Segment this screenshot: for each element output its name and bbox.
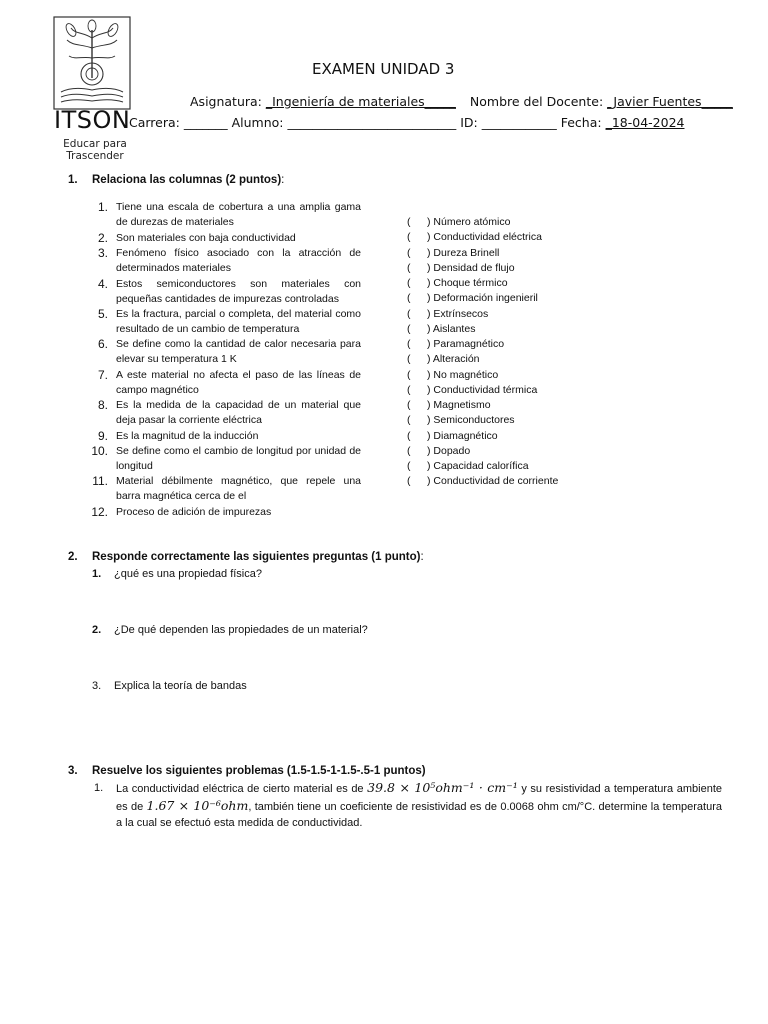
- question-text: ¿De qué dependen las propiedades de un material?: [114, 624, 368, 636]
- asignatura-label: Asignatura:: [190, 94, 262, 109]
- match-option: [407, 216, 510, 228]
- fecha-label: Fecha:: [560, 115, 602, 130]
- match-item-text: Es la fractura, parcial o completa, del material como resultado de un cambio de temperatura: [116, 308, 361, 335]
- match-option: [407, 323, 475, 335]
- match-option-text: ) Alteración: [427, 353, 480, 366]
- match-option: [407, 475, 558, 487]
- match-option-text: ) Diamagnético: [427, 429, 498, 442]
- resistivity-expression: 1.67 × 10⁻⁶ohm: [146, 797, 249, 813]
- match-option: [407, 277, 508, 289]
- id-value: ____________: [481, 115, 557, 130]
- docente-value: _Javier Fuentes_____: [607, 94, 733, 109]
- match-item-number: 1.: [97, 200, 108, 214]
- match-option: [407, 247, 499, 259]
- logo-tagline: Educar para Trascender: [63, 138, 127, 162]
- match-option: [407, 308, 488, 320]
- section-2-title: Responde correctamente las siguientes preguntas (1 punto): [92, 551, 421, 563]
- section-3-heading: 3. Resuelve los siguientes problemas (1.5-1.5-1-1.5-.5-1 puntos): [68, 765, 426, 777]
- match-option-text: ) Choque térmico: [427, 277, 508, 289]
- match-option-text: ) Paramagnético: [427, 338, 505, 350]
- match-item-text: Fenómeno físico asociado con la atracción de determinados materiales: [116, 247, 361, 274]
- question-3: 3. Explica la teoría de bandas: [92, 680, 247, 692]
- match-option-text: ) Deformación ingenieril: [427, 292, 538, 305]
- docente-label: Nombre del Docente:: [469, 94, 604, 109]
- question-2: 2. ¿De qué dependen las propiedades de un material?: [92, 624, 368, 636]
- match-option-text: ) Capacidad calorífica: [427, 460, 529, 472]
- match-option-text: ) No magnético: [427, 368, 499, 381]
- itson-emblem-icon: [53, 16, 131, 110]
- match-option-text: ) Conductividad térmica: [427, 383, 538, 396]
- match-item-number: 7.: [97, 368, 108, 382]
- answer-blank[interactable]: (: [407, 368, 411, 381]
- carrera-value: _______: [183, 115, 228, 130]
- match-option-text: ) Magnetismo: [427, 399, 491, 411]
- answer-blank[interactable]: (: [407, 460, 411, 472]
- match-option-text: ) Extrínsecos: [427, 307, 489, 320]
- match-item-number: 11.: [92, 474, 108, 488]
- fecha-value: _18-04-2024: [605, 115, 685, 130]
- answer-blank[interactable]: (: [407, 216, 411, 228]
- column-b-list: [407, 216, 607, 496]
- match-option: [407, 231, 542, 243]
- match-option-text: ) Número atómico: [427, 216, 511, 228]
- match-option: [407, 384, 537, 396]
- match-item-text: Son materiales con baja conductividad: [116, 232, 296, 244]
- match-option: [407, 262, 515, 274]
- match-option: [407, 292, 538, 304]
- match-option-text: ) Conductividad de corriente: [427, 475, 559, 488]
- question-text: ¿qué es una propiedad física?: [114, 568, 262, 580]
- section-3-title: Resuelve los siguientes problemas (1.5-1.5-1-1.5-.5-1 puntos): [92, 765, 426, 777]
- answer-blank[interactable]: (: [407, 261, 411, 274]
- answer-blank[interactable]: (: [407, 231, 411, 244]
- match-item-text: Tiene una escala de cobertura a una amplia gama de durezas de materiales: [116, 201, 361, 228]
- conductivity-expression: 39.8 × 10⁵ohm⁻¹ · cm⁻¹: [367, 780, 518, 795]
- answer-blank[interactable]: (: [407, 414, 411, 427]
- section-1-heading: 1. Relaciona las columnas (2 puntos):: [68, 174, 285, 186]
- itson-logo: [53, 16, 131, 110]
- answer-blank[interactable]: (: [407, 353, 411, 366]
- match-item-number: 4.: [97, 277, 108, 291]
- answer-blank[interactable]: (: [407, 246, 411, 259]
- alumno-value: ___________________________: [287, 115, 457, 130]
- answer-blank[interactable]: (: [407, 429, 411, 442]
- match-item-text: Material débilmente magnético, que repele una barra magnética cerca de el: [116, 475, 361, 502]
- match-item-number: 5.: [97, 307, 108, 321]
- question-1: 1. ¿qué es una propiedad física?: [92, 568, 262, 580]
- match-item-number: 2.: [97, 231, 108, 245]
- answer-blank[interactable]: (: [407, 277, 411, 289]
- answer-blank[interactable]: (: [407, 475, 411, 488]
- answer-blank[interactable]: (: [407, 338, 411, 350]
- exam-title: EXAMEN UNIDAD 3: [312, 60, 455, 78]
- match-option-text: ) Dureza Brinell: [427, 246, 500, 259]
- match-item-number: 10.: [91, 444, 108, 458]
- match-item-number: 3.: [97, 246, 108, 260]
- column-a-list: [90, 200, 370, 530]
- match-item-text: Estos semiconductores son materiales con pequeñas cantidades de impurezas controladas: [116, 278, 361, 305]
- alumno-label: Alumno:: [231, 115, 284, 130]
- answer-blank[interactable]: (: [407, 383, 411, 396]
- section-2-heading: 2. Responde correctamente las siguientes preguntas (1 punto):: [68, 551, 424, 563]
- carrera-label: Carrera:: [129, 115, 180, 130]
- problem-1-text: La conductividad eléctrica de cierto material es de 39.8 × 10⁵ohm⁻¹ · cm⁻¹ y su resistividad a temperatura ambiente es de 1.67 × 10⁻⁶ohm, también tiene un coeficiente de resistividad es de 0.0068 ohm cm/°C. determine la temperatura a la cual se efectuó esta medida de conductividad.: [116, 780, 722, 829]
- match-option-text: ) Dopado: [427, 444, 471, 457]
- match-item-text: Se define como la cantidad de calor necesaria para elevar su temperatura 1 K: [116, 338, 361, 365]
- match-option: [407, 369, 498, 381]
- question-text: Explica la teoría de bandas: [114, 680, 247, 692]
- logo-text: ITSON: [54, 106, 131, 134]
- match-item-text: A este material no afecta el paso de las líneas de campo magnético: [116, 369, 361, 396]
- match-option-text: ) Aislantes: [427, 322, 476, 335]
- match-option: [407, 353, 480, 365]
- answer-blank[interactable]: (: [407, 399, 411, 411]
- match-item-text: Es la medida de la capacidad de un material que deja pasar la corriente eléctrica: [116, 399, 361, 426]
- match-item-number: 8.: [97, 398, 108, 412]
- match-option: [407, 399, 491, 411]
- match-item-text: Es la magnitud de la inducción: [116, 430, 259, 442]
- match-option: [407, 338, 504, 350]
- answer-blank[interactable]: (: [407, 292, 411, 305]
- match-option: [407, 414, 515, 426]
- answer-blank[interactable]: (: [407, 322, 411, 335]
- match-option-text: ) Semiconductores: [427, 414, 515, 427]
- match-option-text: ) Densidad de flujo: [427, 261, 515, 274]
- answer-blank[interactable]: (: [407, 307, 411, 320]
- section-1-title: Relaciona las columnas (2 puntos): [92, 174, 282, 186]
- match-option: [407, 445, 470, 457]
- match-option: [407, 460, 529, 472]
- match-item-text: Se define como el cambio de longitud por unidad de longitud: [116, 445, 361, 472]
- match-option-text: ) Conductividad eléctrica: [427, 231, 542, 244]
- match-item-number: 9.: [97, 429, 108, 443]
- header-row-1: [190, 94, 733, 109]
- match-item-number: 6.: [97, 337, 108, 351]
- match-option: [407, 430, 498, 442]
- id-label: ID:: [460, 115, 478, 130]
- match-item-number: 12.: [91, 505, 108, 519]
- match-item-text: Proceso de adición de impurezas: [116, 506, 272, 518]
- asignatura-value: _Ingeniería de materiales_____: [265, 94, 456, 109]
- problem-1: 1. La conductividad eléctrica de cierto material es de 39.8 × 10⁵ohm⁻¹ · cm⁻¹ y su resistividad a temperatura ambiente es de 1.67 × 10⁻⁶ohm, también tiene un coeficiente de resistividad es de 0.0068 ohm cm/°C. determine la temperatura a la cual se efectuó esta medida de conductividad.: [90, 780, 722, 832]
- header-row-2: [129, 115, 684, 130]
- answer-blank[interactable]: (: [407, 444, 411, 457]
